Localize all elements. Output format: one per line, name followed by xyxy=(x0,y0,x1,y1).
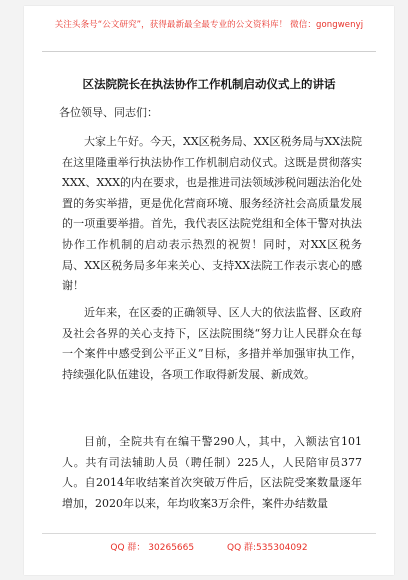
paragraph-achievements: 近年来，在区委的正确领导、区人大的依法监督、区政府及社会各界的关心支持下，区法院围绕“努力让人民群众在每一个案件中感受到公平正义”目标，多措并举加强审执工作，持续强化队伍建设，各项工作取得新发展、新成效。 xyxy=(62,306,362,381)
footer-contacts xyxy=(24,540,394,553)
footer-qq-group-1: QQ 群： 30265665 xyxy=(110,543,195,553)
header-divider xyxy=(42,51,376,52)
document-page xyxy=(24,6,394,575)
footer-divider xyxy=(42,533,376,534)
document-title: 区法院院长在执法协作工作机制启动仪式上的讲话 xyxy=(82,77,336,91)
paragraph-staffing: 目前，全院共有在编干警290人，其中，入额法官101人。共有司法辅助人员（聘任制）225人，人民陪审员377人。自2014年收结案首次突破万件后，区法院受案数量逐年增加，2020年以来，年均收案3万余件，案件办结数量 xyxy=(62,435,362,510)
header-banner: 关注头条号“公文研究”，获得最新最全最专业的公文资料库！ 微信：gongwenyj xyxy=(54,20,364,30)
paragraph-opening: 大家上午好。今天，XX区税务局、XX区税务局与XX法院在这里隆重举行执法协作工作机制启动仪式。这既是贯彻落实XXX、XXX的内在要求，也是推进司法领域涉税问题法治化处置的务实举措，更是优化营商环境、服务经济社会高质量发展的一项重要举措。首先，我代表区法院党组和全体干警对执法协作工作机制的启动表示热烈的祝贺！同时，对XX区税务局、XX区税务局多年来关心、支持XX法院工作表示衷心的感谢！ xyxy=(62,135,362,293)
footer-qq-group-2: QQ 群:535304092 xyxy=(226,543,308,553)
salutation: 各位领导、同志们： xyxy=(59,106,158,119)
